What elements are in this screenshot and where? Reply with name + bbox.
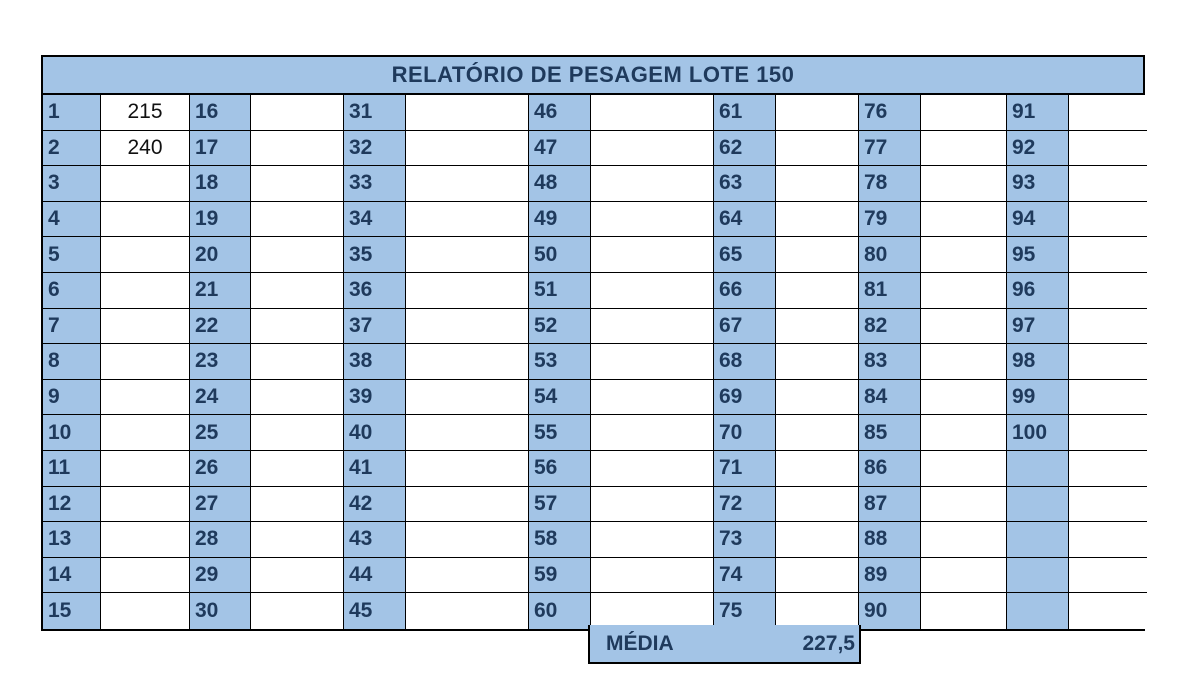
weight-value-cell[interactable] <box>921 451 1007 487</box>
weight-value-cell[interactable]: 240 <box>101 131 190 167</box>
weight-value-cell[interactable] <box>591 451 714 487</box>
weight-value-cell[interactable] <box>776 273 859 309</box>
weight-value-cell[interactable] <box>921 487 1007 523</box>
animal-number-cell: 81 <box>859 273 921 309</box>
weight-value-cell[interactable] <box>406 415 529 451</box>
weight-value-cell[interactable] <box>776 131 859 167</box>
weighing-report-table <box>41 55 1145 631</box>
animal-number-cell: 1 <box>43 95 101 131</box>
animal-number-cell: 98 <box>1007 344 1069 380</box>
weight-value-cell[interactable] <box>251 273 344 309</box>
animal-number-cell: 87 <box>859 487 921 523</box>
weight-value-cell[interactable] <box>406 593 529 629</box>
animal-number-cell: 89 <box>859 558 921 594</box>
weight-value-cell[interactable] <box>591 415 714 451</box>
weight-value-cell[interactable] <box>251 166 344 202</box>
weight-value-cell[interactable] <box>101 558 190 594</box>
animal-number-cell: 42 <box>344 487 406 523</box>
animal-number-cell: 88 <box>859 522 921 558</box>
animal-number-cell: 51 <box>529 273 591 309</box>
weight-value-cell[interactable] <box>406 202 529 238</box>
animal-number-cell: 23 <box>190 344 251 380</box>
animal-number-cell: 85 <box>859 415 921 451</box>
animal-number-cell: 9 <box>43 380 101 416</box>
animal-number-cell: 60 <box>529 593 591 629</box>
weight-value-cell[interactable] <box>776 166 859 202</box>
animal-number-cell: 35 <box>344 237 406 273</box>
weight-value-cell[interactable] <box>921 95 1007 131</box>
weight-value-cell[interactable] <box>591 237 714 273</box>
weight-value-cell[interactable] <box>1069 273 1147 309</box>
animal-number-cell: 11 <box>43 451 101 487</box>
weight-value-cell[interactable] <box>251 415 344 451</box>
weight-value-cell[interactable] <box>921 344 1007 380</box>
animal-number-cell: 45 <box>344 593 406 629</box>
weight-value-cell[interactable] <box>101 237 190 273</box>
animal-number-cell <box>1007 451 1069 487</box>
animal-number-cell: 19 <box>190 202 251 238</box>
weight-value-cell[interactable] <box>776 95 859 131</box>
weight-value-cell[interactable] <box>251 309 344 345</box>
weight-value-cell[interactable]: 215 <box>101 95 190 131</box>
weight-value-cell[interactable] <box>1069 487 1147 523</box>
animal-number-cell: 20 <box>190 237 251 273</box>
weight-value-cell[interactable] <box>776 309 859 345</box>
animal-number-cell: 6 <box>43 273 101 309</box>
animal-number-cell: 18 <box>190 166 251 202</box>
animal-number-cell: 90 <box>859 593 921 629</box>
weight-value-cell[interactable] <box>1069 380 1147 416</box>
animal-number-cell: 79 <box>859 202 921 238</box>
animal-number-cell: 4 <box>43 202 101 238</box>
animal-number-cell: 94 <box>1007 202 1069 238</box>
animal-number-cell <box>1007 593 1069 629</box>
animal-number-cell: 83 <box>859 344 921 380</box>
animal-number-cell: 2 <box>43 131 101 167</box>
animal-number-cell: 80 <box>859 237 921 273</box>
animal-number-cell: 10 <box>43 415 101 451</box>
animal-number-cell: 93 <box>1007 166 1069 202</box>
animal-number-cell: 32 <box>344 131 406 167</box>
animal-number-cell: 22 <box>190 309 251 345</box>
weight-value-cell[interactable] <box>1069 131 1147 167</box>
animal-number-cell: 29 <box>190 558 251 594</box>
weight-value-cell[interactable] <box>776 237 859 273</box>
weight-value-cell[interactable] <box>101 415 190 451</box>
weight-value-cell[interactable] <box>921 237 1007 273</box>
animal-number-cell: 12 <box>43 487 101 523</box>
weight-value-cell[interactable] <box>591 522 714 558</box>
weight-value-cell[interactable] <box>406 237 529 273</box>
animal-number-cell: 50 <box>529 237 591 273</box>
weight-value-cell[interactable] <box>921 380 1007 416</box>
weight-value-cell[interactable] <box>776 344 859 380</box>
animal-number-cell: 66 <box>714 273 776 309</box>
weight-value-cell[interactable] <box>1069 558 1147 594</box>
weight-value-cell[interactable] <box>101 522 190 558</box>
weight-value-cell[interactable] <box>251 202 344 238</box>
animal-number-cell: 8 <box>43 344 101 380</box>
weight-value-cell[interactable] <box>776 380 859 416</box>
animal-number-cell: 26 <box>190 451 251 487</box>
average-summary <box>588 625 861 664</box>
animal-number-cell: 84 <box>859 380 921 416</box>
animal-number-cell: 58 <box>529 522 591 558</box>
animal-number-cell: 86 <box>859 451 921 487</box>
weight-value-cell[interactable] <box>1069 237 1147 273</box>
weight-value-cell[interactable] <box>921 593 1007 629</box>
weight-value-cell[interactable] <box>406 166 529 202</box>
animal-number-cell: 38 <box>344 344 406 380</box>
animal-number-cell: 61 <box>714 95 776 131</box>
animal-number-cell: 3 <box>43 166 101 202</box>
animal-number-cell: 97 <box>1007 309 1069 345</box>
weight-value-cell[interactable] <box>776 202 859 238</box>
weight-value-cell[interactable] <box>406 522 529 558</box>
weight-value-cell[interactable] <box>406 487 529 523</box>
average-value: 227,5 <box>802 631 855 655</box>
animal-number-cell: 7 <box>43 309 101 345</box>
animal-number-cell: 96 <box>1007 273 1069 309</box>
weight-value-cell[interactable] <box>591 309 714 345</box>
weight-value-cell[interactable] <box>406 558 529 594</box>
animal-number-cell: 43 <box>344 522 406 558</box>
animal-number-cell: 37 <box>344 309 406 345</box>
animal-number-cell: 65 <box>714 237 776 273</box>
animal-number-cell: 17 <box>190 131 251 167</box>
weight-value-cell[interactable] <box>101 487 190 523</box>
animal-number-cell: 72 <box>714 487 776 523</box>
animal-number-cell: 47 <box>529 131 591 167</box>
weight-value-cell[interactable] <box>101 593 190 629</box>
weight-value-cell[interactable] <box>101 451 190 487</box>
animal-number-cell: 52 <box>529 309 591 345</box>
animal-number-cell <box>1007 522 1069 558</box>
animal-number-cell: 55 <box>529 415 591 451</box>
animal-number-cell: 59 <box>529 558 591 594</box>
animal-number-cell: 48 <box>529 166 591 202</box>
animal-number-cell: 44 <box>344 558 406 594</box>
animal-number-cell: 16 <box>190 95 251 131</box>
animal-number-cell: 31 <box>344 95 406 131</box>
animal-number-cell: 36 <box>344 273 406 309</box>
animal-number-cell: 100 <box>1007 415 1069 451</box>
animal-number-cell: 46 <box>529 95 591 131</box>
animal-number-cell: 67 <box>714 309 776 345</box>
weight-value-cell[interactable] <box>1069 415 1147 451</box>
weight-value-cell[interactable] <box>591 95 714 131</box>
animal-number-cell: 28 <box>190 522 251 558</box>
animal-number-cell: 57 <box>529 487 591 523</box>
weight-value-cell[interactable] <box>591 344 714 380</box>
animal-number-cell: 33 <box>344 166 406 202</box>
weight-value-cell[interactable] <box>591 273 714 309</box>
animal-number-cell: 49 <box>529 202 591 238</box>
animal-number-cell: 30 <box>190 593 251 629</box>
weight-value-cell[interactable] <box>251 95 344 131</box>
weight-value-cell[interactable] <box>591 166 714 202</box>
animal-number-cell: 40 <box>344 415 406 451</box>
animal-number-cell: 73 <box>714 522 776 558</box>
weight-value-cell[interactable] <box>591 487 714 523</box>
weight-value-cell[interactable] <box>921 558 1007 594</box>
weight-value-cell[interactable] <box>921 309 1007 345</box>
animal-number-cell: 53 <box>529 344 591 380</box>
weight-value-cell[interactable] <box>1069 95 1147 131</box>
weight-value-cell[interactable] <box>101 309 190 345</box>
animal-number-cell: 24 <box>190 380 251 416</box>
average-label: MÉDIA <box>606 631 674 655</box>
weight-value-cell[interactable] <box>251 237 344 273</box>
animal-number-cell: 69 <box>714 380 776 416</box>
animal-number-cell: 95 <box>1007 237 1069 273</box>
animal-number-cell: 39 <box>344 380 406 416</box>
animal-number-cell: 14 <box>43 558 101 594</box>
weight-value-cell[interactable] <box>591 558 714 594</box>
weight-value-cell[interactable] <box>776 487 859 523</box>
weight-value-cell[interactable] <box>101 273 190 309</box>
weight-value-cell[interactable] <box>251 522 344 558</box>
weights-grid <box>43 95 1143 629</box>
animal-number-cell: 5 <box>43 237 101 273</box>
weight-value-cell[interactable] <box>101 380 190 416</box>
weight-value-cell[interactable] <box>1069 522 1147 558</box>
weight-value-cell[interactable] <box>406 309 529 345</box>
weight-value-cell[interactable] <box>1069 593 1147 629</box>
weight-value-cell[interactable] <box>406 95 529 131</box>
weight-value-cell[interactable] <box>591 593 714 629</box>
weight-value-cell[interactable] <box>776 522 859 558</box>
animal-number-cell: 78 <box>859 166 921 202</box>
animal-number-cell: 56 <box>529 451 591 487</box>
weight-value-cell[interactable] <box>251 593 344 629</box>
animal-number-cell: 74 <box>714 558 776 594</box>
weight-value-cell[interactable] <box>921 202 1007 238</box>
animal-number-cell: 71 <box>714 451 776 487</box>
animal-number-cell: 13 <box>43 522 101 558</box>
weight-value-cell[interactable] <box>406 380 529 416</box>
weight-value-cell[interactable] <box>1069 451 1147 487</box>
animal-number-cell: 70 <box>714 415 776 451</box>
animal-number-cell: 75 <box>714 593 776 629</box>
animal-number-cell: 68 <box>714 344 776 380</box>
animal-number-cell: 91 <box>1007 95 1069 131</box>
weight-value-cell[interactable] <box>101 202 190 238</box>
animal-number-cell: 21 <box>190 273 251 309</box>
report-title: RELATÓRIO DE PESAGEM LOTE 150 <box>43 57 1143 95</box>
weight-value-cell[interactable] <box>776 558 859 594</box>
animal-number-cell: 62 <box>714 131 776 167</box>
animal-number-cell: 76 <box>859 95 921 131</box>
weight-value-cell[interactable] <box>1069 202 1147 238</box>
weight-value-cell[interactable] <box>101 344 190 380</box>
weight-value-cell[interactable] <box>921 131 1007 167</box>
animal-number-cell: 25 <box>190 415 251 451</box>
weight-value-cell[interactable] <box>406 344 529 380</box>
weight-value-cell[interactable] <box>251 451 344 487</box>
weight-value-cell[interactable] <box>921 522 1007 558</box>
weight-value-cell[interactable] <box>1069 309 1147 345</box>
weight-value-cell[interactable] <box>406 273 529 309</box>
animal-number-cell: 27 <box>190 487 251 523</box>
animal-number-cell: 54 <box>529 380 591 416</box>
weight-value-cell[interactable] <box>776 415 859 451</box>
weight-value-cell[interactable] <box>1069 344 1147 380</box>
weight-value-cell[interactable] <box>101 166 190 202</box>
weight-value-cell[interactable] <box>591 380 714 416</box>
animal-number-cell: 63 <box>714 166 776 202</box>
animal-number-cell <box>1007 558 1069 594</box>
weight-value-cell[interactable] <box>921 415 1007 451</box>
weight-value-cell[interactable] <box>251 344 344 380</box>
animal-number-cell: 82 <box>859 309 921 345</box>
weight-value-cell[interactable] <box>251 487 344 523</box>
weight-value-cell[interactable] <box>1069 166 1147 202</box>
animal-number-cell: 15 <box>43 593 101 629</box>
weight-value-cell[interactable] <box>921 166 1007 202</box>
weight-value-cell[interactable] <box>406 451 529 487</box>
weight-value-cell[interactable] <box>921 273 1007 309</box>
animal-number-cell: 77 <box>859 131 921 167</box>
animal-number-cell: 41 <box>344 451 406 487</box>
animal-number-cell <box>1007 487 1069 523</box>
animal-number-cell: 34 <box>344 202 406 238</box>
weight-value-cell[interactable] <box>776 593 859 629</box>
weight-value-cell[interactable] <box>251 380 344 416</box>
animal-number-cell: 64 <box>714 202 776 238</box>
weight-value-cell[interactable] <box>776 451 859 487</box>
weight-value-cell[interactable] <box>406 131 529 167</box>
weight-value-cell[interactable] <box>591 202 714 238</box>
weight-value-cell[interactable] <box>591 131 714 167</box>
weight-value-cell[interactable] <box>251 131 344 167</box>
weight-value-cell[interactable] <box>251 558 344 594</box>
animal-number-cell: 92 <box>1007 131 1069 167</box>
animal-number-cell: 99 <box>1007 380 1069 416</box>
